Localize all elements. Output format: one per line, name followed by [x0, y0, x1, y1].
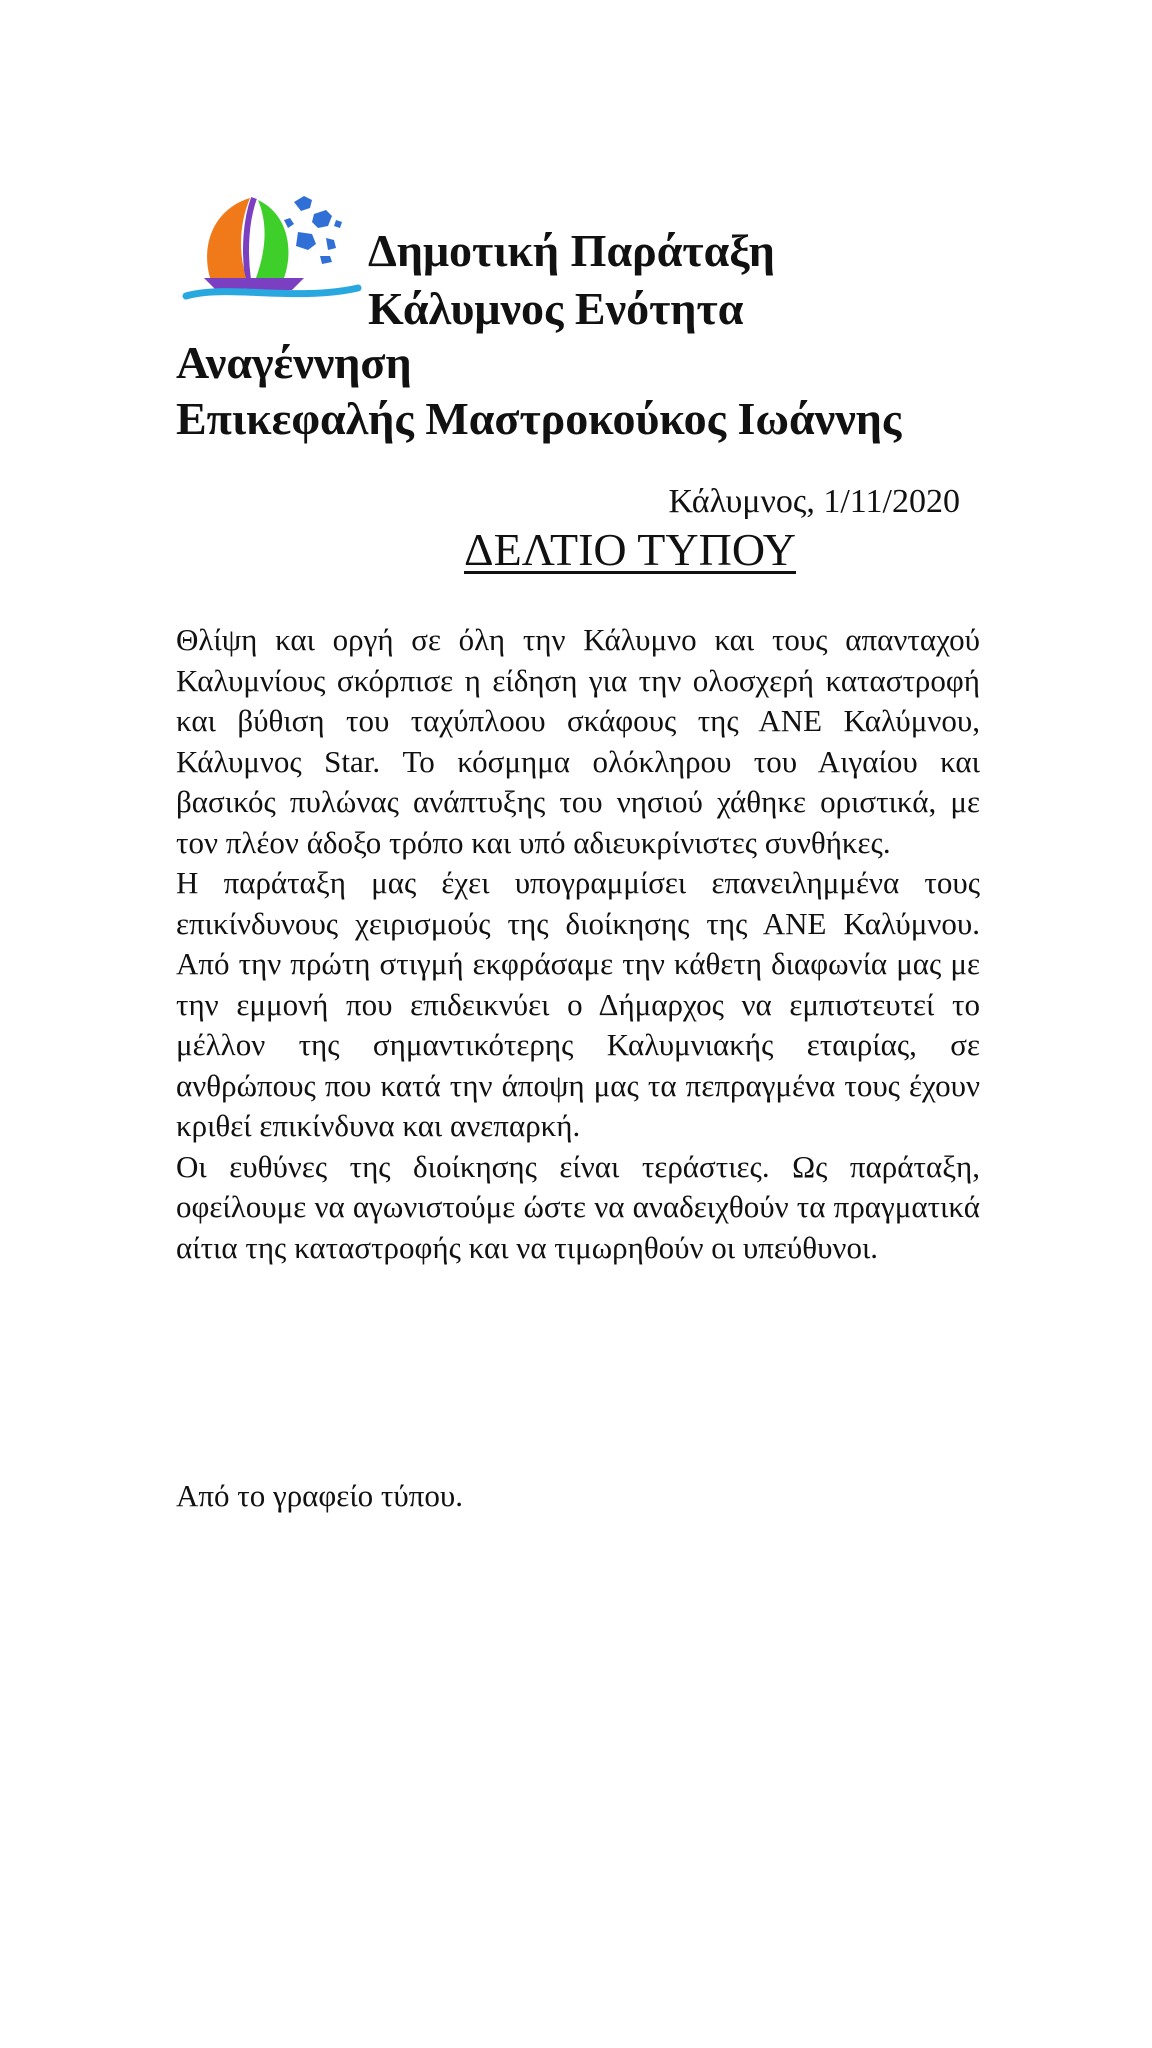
signoff: Από το γραφείο τύπου.	[176, 1478, 463, 1513]
party-name-line3: Αναγέννηση	[176, 337, 412, 388]
party-name-line1: Δημοτική Παράταξη	[368, 225, 775, 276]
body-paragraph: Θλίψη και οργή σε όλη την Κάλυμνο και τους απανταχού Καλυμνίους σκόρπισε η είδηση για την ολοσχερή καταστροφή και βύθιση του ταχύπλοου σκάφους της ΑΝΕ Καλύμνου, Κάλυμνος Star. Το κόσμημα ολόκληρου του Αιγαίου και βασικός πυλώνας ανάπτυξης του νησιού χάθηκε οριστικά, με τον πλέον άδοξο τρόπο και υπό αδιευκρίνιστες συνθήκες.	[176, 622, 980, 860]
press-release-body	[176, 620, 980, 1268]
document-title: ΔΕΛΤΙΟ ΤΥΠΟΥ	[464, 524, 796, 575]
party-name-line2: Κάλυμνος Ενότητα	[368, 283, 744, 334]
body-paragraph: Οι ευθύνες της διοίκησης είναι τεράστιες. Ως παράταξη, οφείλουμε να αγωνιστούμε ώστε να αναδειχθούν τα πραγματικά αίτια της καταστροφής και να τιμωρηθούν οι υπεύθυνοι.	[176, 1148, 980, 1265]
party-leader-line: Επικεφαλής Μαστροκούκος Ιωάννης	[176, 393, 902, 444]
body-paragraph: Η παράταξη μας έχει υπογραμμίσει επανειλημμένα τους επικίνδυνους χειρισμούς της διοίκησης της ΑΝΕ Καλύμνου. Από την πρώτη στιγμή εκφράσαμε την κάθετη διαφωνία μας με την εμμονή που επιδεικνύει ο Δήμαρχος να εμπιστευτεί το μέλλον της σημαντικότερης Καλυμνιακής εταιρίας, σε ανθρώπους που κατά την άποψη μας τα πεπραγμένα τους έχουν κριθεί επικίνδυνα και ανεπαρκή.	[176, 865, 980, 1143]
release-date: Κάλυμνος, 1/11/2020	[668, 483, 960, 520]
party-logo-icon	[176, 180, 368, 308]
